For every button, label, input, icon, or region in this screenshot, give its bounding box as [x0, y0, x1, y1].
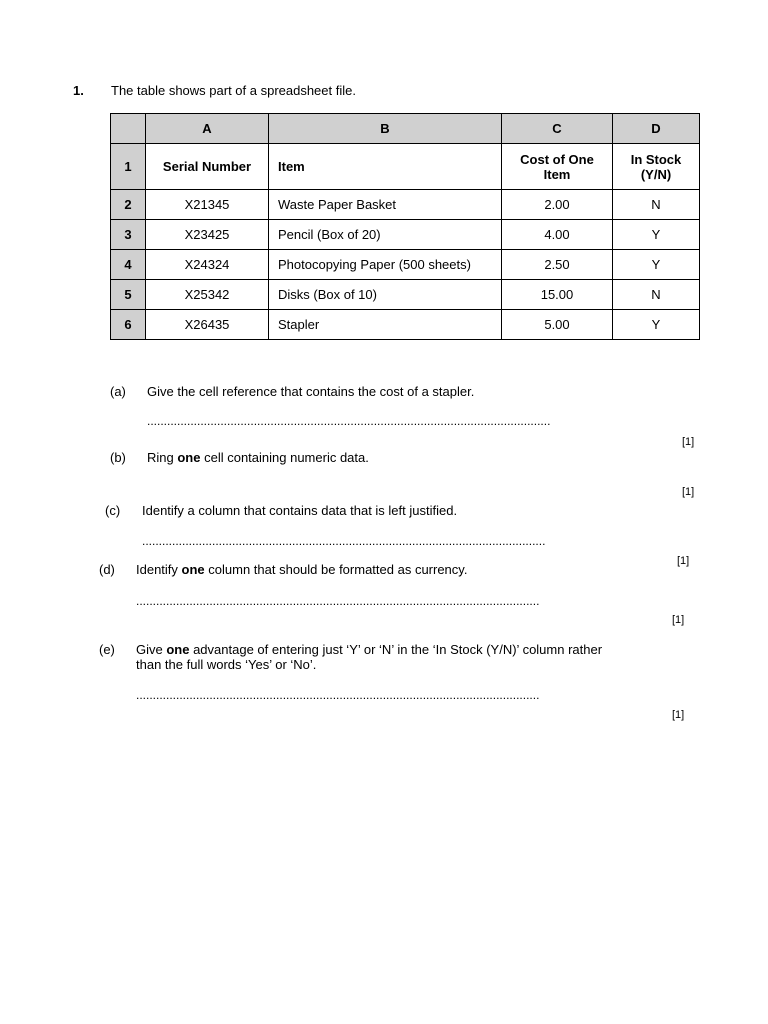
table-row	[111, 310, 700, 340]
cost-cell: 4.00	[502, 220, 613, 250]
item-cell: Stapler	[269, 310, 502, 340]
part-e-text-line2: than the full words ‘Yes’ or ‘No’.	[136, 657, 317, 672]
row-number: 2	[111, 190, 146, 220]
table-row	[111, 250, 700, 280]
part-d-text-post: column that should be formatted as currency.	[204, 562, 468, 577]
part-d-text-pre: Identify	[136, 562, 182, 577]
part-d-question	[136, 562, 467, 577]
row-number: 6	[111, 310, 146, 340]
column-letter-row	[111, 114, 700, 144]
stock-cell: N	[613, 190, 700, 220]
spreadsheet-table	[110, 113, 700, 340]
stock-cell: Y	[613, 310, 700, 340]
row-number: 4	[111, 250, 146, 280]
stock-cell: Y	[613, 220, 700, 250]
part-a-mark: [1]	[682, 436, 695, 448]
part-e-mark: [1]	[672, 709, 685, 721]
part-c-question: Identify a column that contains data that is left justified.	[142, 503, 458, 518]
cost-cell: 2.00	[502, 190, 613, 220]
part-e-text-pre: Give	[136, 642, 167, 657]
table-row	[111, 280, 700, 310]
header-item: Item	[269, 144, 502, 190]
part-b-emphasis: one	[177, 450, 201, 465]
header-in-stock: In Stock (Y/N)	[613, 144, 700, 190]
item-cell: Photocopying Paper (500 sheets)	[269, 250, 502, 280]
part-d-mark: [1]	[672, 614, 685, 626]
part-d-emphasis: one	[181, 562, 205, 577]
part-a-answer-line[interactable]: .........................................................................................................................	[147, 414, 551, 428]
part-e-answer-line[interactable]: .........................................................................................................................	[136, 688, 540, 702]
part-e-emphasis: one	[166, 642, 190, 657]
col-letter-a: A	[146, 114, 269, 144]
col-letter-d: D	[613, 114, 700, 144]
item-cell: Waste Paper Basket	[269, 190, 502, 220]
serial-cell: X21345	[146, 190, 269, 220]
item-cell: Disks (Box of 10)	[269, 280, 502, 310]
part-b-text-pre: Ring	[147, 450, 178, 465]
item-cell: Pencil (Box of 20)	[269, 220, 502, 250]
part-c-label: (c)	[105, 503, 121, 518]
table-row	[111, 190, 700, 220]
stock-cell: N	[613, 280, 700, 310]
serial-cell: X24324	[146, 250, 269, 280]
table-row	[111, 220, 700, 250]
part-e-text-post: advantage of entering just ‘Y’ or ‘N’ in the ‘In Stock (Y/N)’ column rather	[189, 642, 603, 657]
part-c-answer-line[interactable]: .........................................................................................................................	[142, 534, 546, 548]
part-b-text-post: cell containing numeric data.	[200, 450, 369, 465]
part-c-mark: [1]	[677, 555, 690, 567]
part-e-question	[136, 642, 676, 672]
part-d-answer-line[interactable]: .........................................................................................................................	[136, 594, 540, 608]
serial-cell: X25342	[146, 280, 269, 310]
col-letter-b: B	[269, 114, 502, 144]
row-number: 5	[111, 280, 146, 310]
part-b-mark: [1]	[682, 486, 695, 498]
row-number: 3	[111, 220, 146, 250]
part-b-label: (b)	[110, 450, 126, 465]
part-a-question: Give the cell reference that contains the cost of a stapler.	[147, 384, 475, 399]
part-a-label: (a)	[110, 384, 126, 399]
stock-cell: Y	[613, 250, 700, 280]
part-d-label: (d)	[99, 562, 115, 577]
question-intro: The table shows part of a spreadsheet file.	[111, 83, 356, 98]
header-data-row	[111, 144, 700, 190]
cost-cell: 15.00	[502, 280, 613, 310]
header-serial-number: Serial Number	[146, 144, 269, 190]
row-number: 1	[111, 144, 146, 190]
cost-cell: 2.50	[502, 250, 613, 280]
serial-cell: X26435	[146, 310, 269, 340]
cost-cell: 5.00	[502, 310, 613, 340]
part-b-question	[147, 450, 369, 465]
col-letter-c: C	[502, 114, 613, 144]
corner-cell	[111, 114, 146, 144]
question-number: 1.	[73, 83, 84, 98]
part-e-label: (e)	[99, 642, 115, 657]
serial-cell: X23425	[146, 220, 269, 250]
header-cost: Cost of One Item	[502, 144, 613, 190]
